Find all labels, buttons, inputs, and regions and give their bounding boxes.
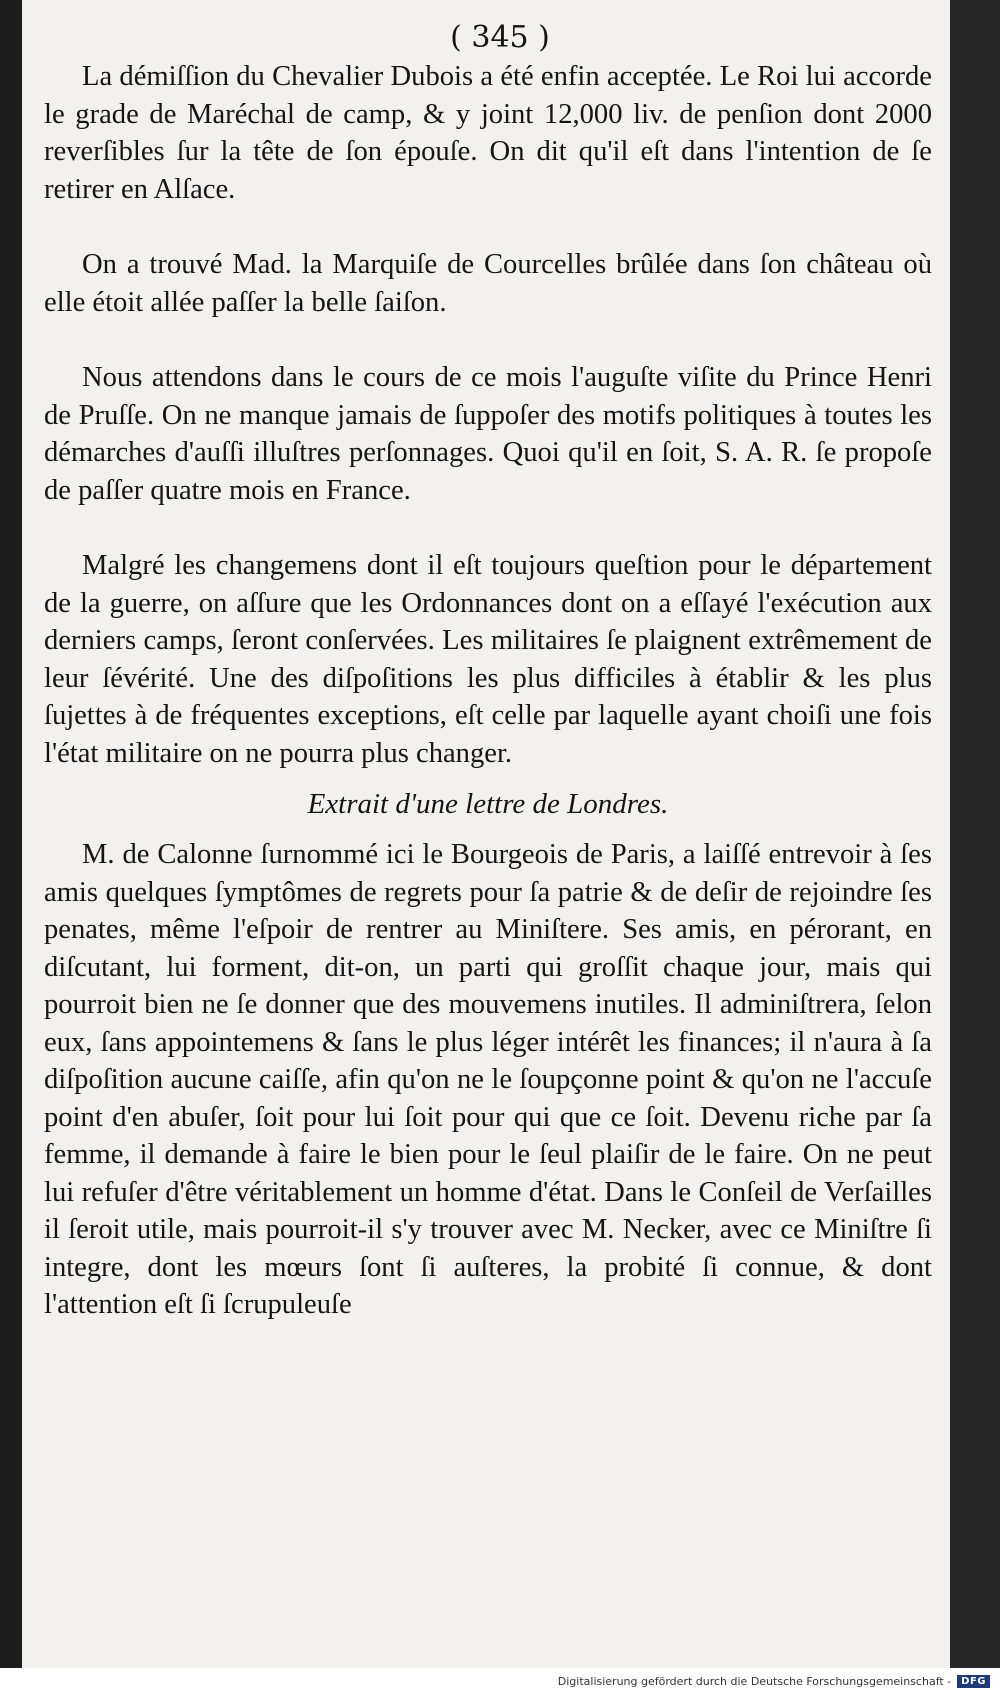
- credit-text: Digitalisierung gefördert durch die Deutsche Forschungsgemeinschaft -: [557, 1675, 952, 1688]
- paragraph-guerre: Malgré les changemens dont il eſt toujours queſtion pour le département de la guerre, on aſſure que les Ordonnances dont on a eſſayé l'exécution aux derniers camps, ſeront conſervées. Les militaires ſe plaignent extrêmement de leur ſévérité. Une des diſpoſitions les plus difficiles à établir & les plus ſujettes à de fréquentes exceptions, eſt celle par laquelle ayant choiſi une fois l'état militaire on ne pourra plus changer.: [44, 550, 932, 769]
- article-body: [44, 58, 932, 1324]
- digitization-credit: [558, 1675, 990, 1688]
- dfg-logo-icon: DFG: [957, 1675, 990, 1688]
- page-number: ( 345 ): [450, 20, 550, 55]
- paragraph-calonne: M. de Calonne ſurnommé ici le Bourgeois de Paris, a laiſſé entrevoir à ſes amis quelques ſymptômes de regrets pour ſa patrie & de deſir de rejoindre ſes penates, même l'eſpoir de rentrer au Miniſtere. Ses amis, en pérorant, en diſcutant, lui forment, dit-on, un parti qui groſſit chaque jour, mais qui pourroit bien ne ſe donner que des mouvemens inutiles. Il adminiſtrera, ſelon eux, ſans appointemens & ſans le plus léger intérêt les finances; il n'aura à ſa diſpoſition aucune caiſſe, afin qu'on ne le ſoupçonne point & qu'on ne l'accuſe point d'en abuſer, ſoit pour lui ſoit pour qui que ce ſoit. Devenu riche par ſa femme, il demande à faire le bien pour le ſeul plaiſir de le faire. On ne peut lui refuſer d'être véritablement un homme d'état. Dans le Conſeil de Verſailles il ſeroit utile, mais pourroit-il s'y trouver avec M. Necker, avec ce Miniſtre ſi integre, dont les mœurs ſont ſi auſteres, la probité ſi connue, & dont l'attention eſt ſi ſcrupuleuſe: [44, 839, 932, 1320]
- paragraph-dubois: La démiſſion du Chevalier Dubois a été enfin acceptée. Le Roi lui accorde le grade de Maréchal de camp, & y joint 12,000 liv. de penſion dont 2000 reverſibles ſur la tête de ſon épouſe. On dit qu'il eſt dans l'intention de ſe retirer en Alſace.: [44, 61, 932, 205]
- scan-left-edge: [0, 0, 22, 1690]
- section-heading: Extrait d'une lettre de Londres.: [307, 788, 669, 820]
- paragraph-prince-henri: Nous attendons dans le cours de ce mois l'auguſte viſite du Prince Henri de Pruſſe. On ne manque jamais de ſuppoſer des motifs politiques à toutes les démarches d'auſſi illuſtres perſonnages. Quoi qu'il en ſoit, S. A. R. ſe propoſe de paſſer quatre mois en France.: [44, 362, 932, 506]
- scan-right-edge: [950, 0, 1000, 1690]
- paragraph-courcelles: On a trouvé Mad. la Marquiſe de Courcelles brûlée dans ſon château où elle étoit allée paſſer la belle ſaiſon.: [44, 249, 932, 318]
